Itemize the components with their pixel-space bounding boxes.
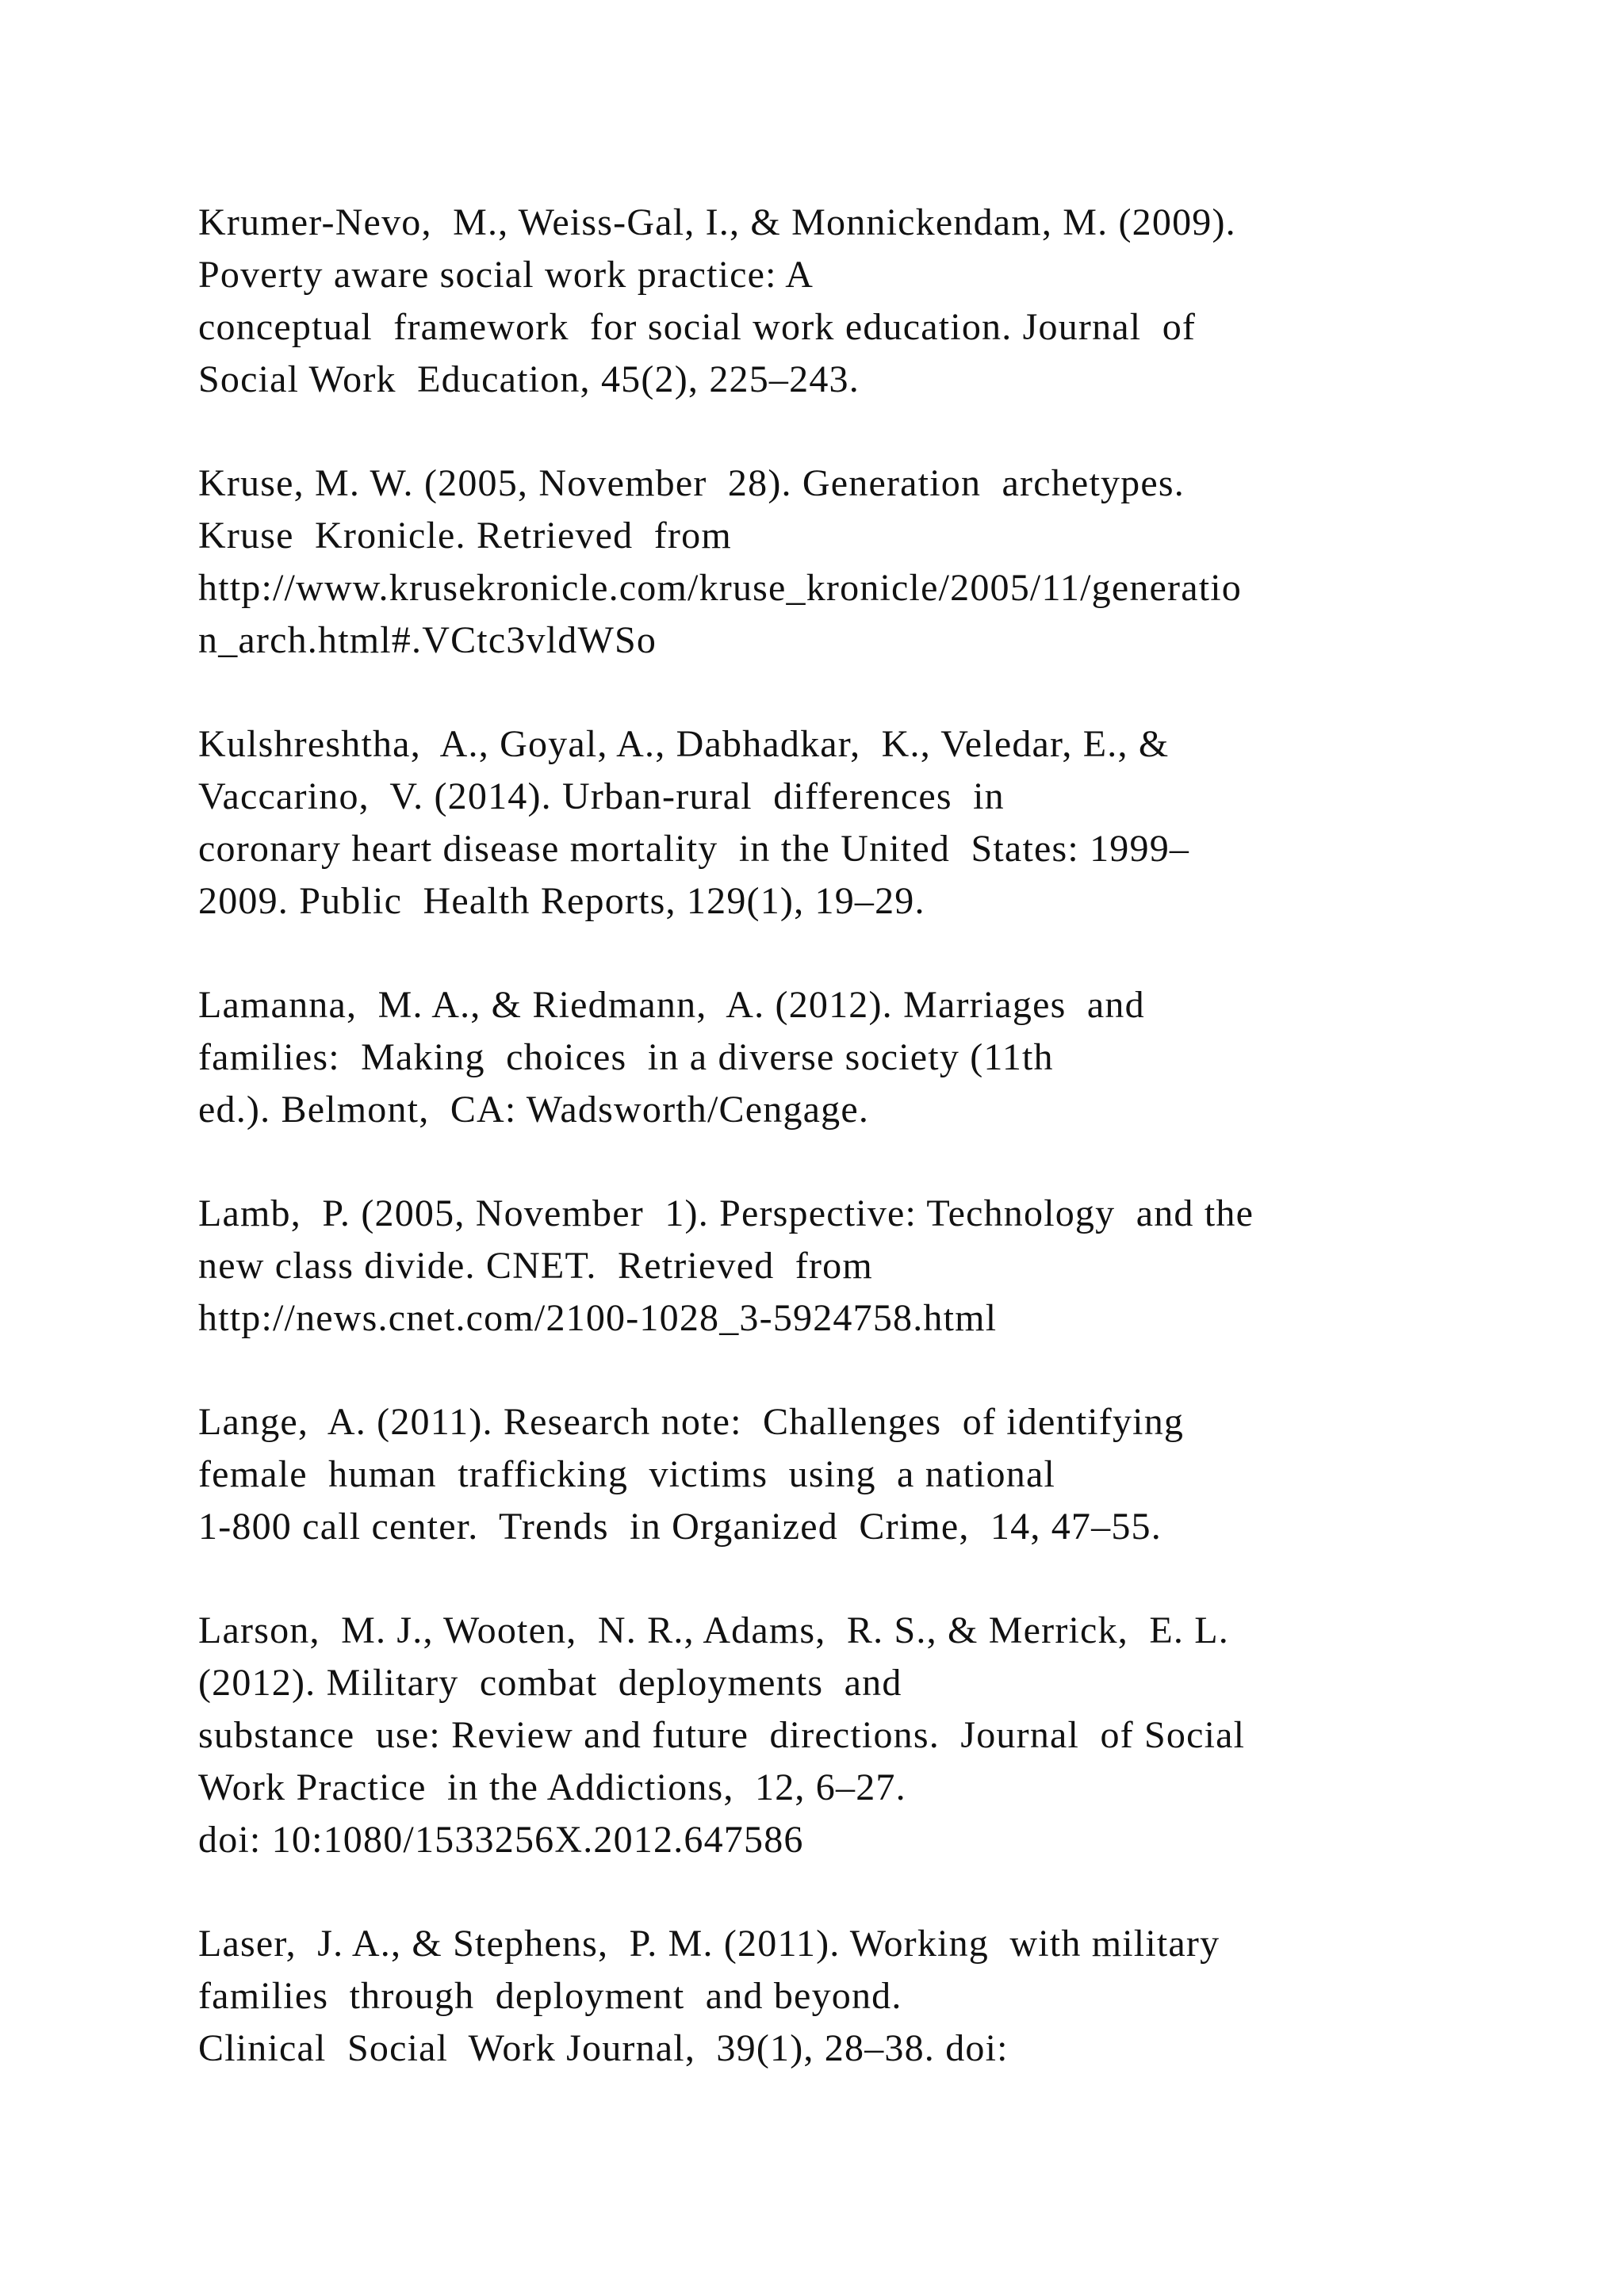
reference-line: Social Work Education, 45(2), 225–243. [198,358,860,400]
reference-line: 2009. Public Health Reports, 129(1), 19–29. [198,880,925,922]
reference-line: Laser, J. A., & Stephens, P. M. (2011). Working with military [198,1923,1220,1965]
reference-line: Lamb, P. (2005, November 1). Perspective: Technology and the [198,1192,1254,1234]
reference-line: Clinical Social Work Journal, 39(1), 28–38. doi: [198,2027,1009,2069]
reference-line: Krumer-Nevo, M., Weiss-Gal, I., & Monnickendam, M. (2009). [198,201,1236,243]
reference-line: Lange, A. (2011). Research note: Challenges of identifying [198,1401,1185,1443]
reference-entry [198,1605,1546,1866]
reference-line: Kulshreshtha, A., Goyal, A., Dabhadkar, K., Veledar, E., & [198,723,1170,765]
reference-line: female human trafficking victims using a national [198,1453,1055,1495]
reference-line: conceptual framework for social work education. Journal of [198,306,1197,348]
reference-line: Kruse, M. W. (2005, November 28). Generation archetypes. [198,462,1185,504]
reference-line: http://news.cnet.com/2100-1028_3-5924758.html [198,1297,998,1339]
reference-entry [198,457,1546,667]
reference-line: ed.). Belmont, CA: Wadsworth/Cengage. [198,1089,870,1131]
reference-line: doi: 10:1080/1533256X.2012.647586 [198,1819,804,1861]
reference-line: http://www.krusekronicle.com/kruse_kronicle/2005/11/generatio [198,567,1242,609]
reference-line: Lamanna, M. A., & Riedmann, A. (2012). Marriages and [198,984,1145,1026]
reference-entry [198,1396,1546,1553]
reference-line: n_arch.html#.VCtc3vldWSo [198,619,657,661]
reference-list [198,197,1546,2126]
reference-line: substance use: Review and future directions. Journal of Social [198,1714,1246,1756]
reference-line: (2012). Military combat deployments and [198,1662,902,1704]
reference-entry [198,1918,1546,2075]
reference-entry [198,1188,1546,1345]
reference-line: Poverty aware social work practice: A [198,254,814,296]
reference-entry [198,718,1546,928]
reference-line: Work Practice in the Addictions, 12, 6–27. [198,1766,906,1808]
reference-line: new class divide. CNET. Retrieved from [198,1245,873,1287]
reference-line: families through deployment and beyond. [198,1975,902,2017]
reference-line: families: Making choices in a diverse society (11th [198,1036,1054,1078]
reference-entry [198,979,1546,1136]
reference-line: coronary heart disease mortality in the United States: 1999– [198,828,1190,870]
reference-line: 1-800 call center. Trends in Organized Crime, 14, 47–55. [198,1506,1162,1548]
reference-line: Larson, M. J., Wooten, N. R., Adams, R. S., & Merrick, E. L. [198,1609,1229,1651]
reference-line: Kruse Kronicle. Retrieved from [198,515,732,557]
reference-line: Vaccarino, V. (2014). Urban-rural differences in [198,775,1005,817]
reference-entry [198,197,1546,406]
